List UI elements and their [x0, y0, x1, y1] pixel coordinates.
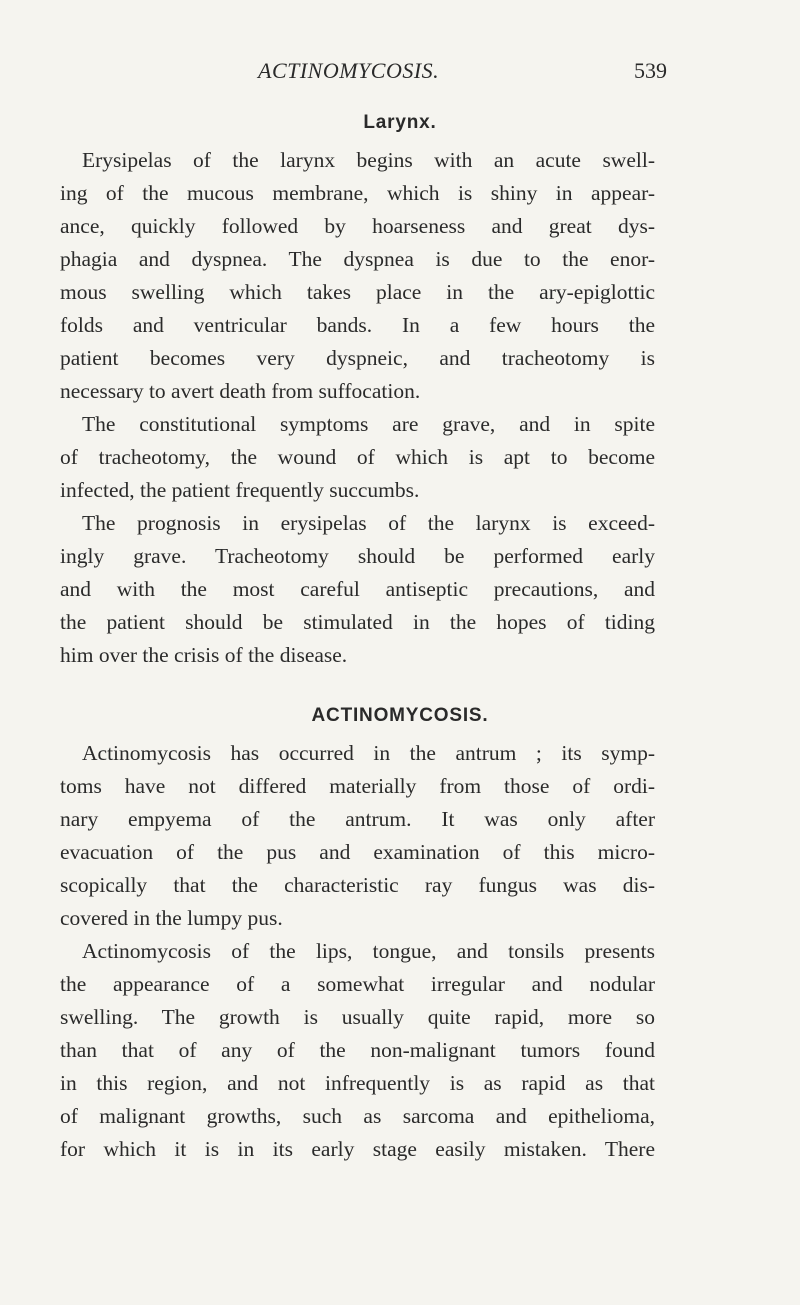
- text-line: The constitutional symptoms are grave, and in spite: [82, 412, 655, 436]
- text-line: folds and ventricular bands. In a few hours the: [60, 313, 655, 337]
- text-line: than that of any of the non-malignant tumors found: [60, 1038, 655, 1062]
- running-head: [0, 58, 800, 88]
- text-line: toms have not differed materially from those of ordi-: [60, 774, 655, 798]
- text-line: patient becomes very dyspneic, and tracheotomy is: [60, 346, 655, 370]
- text-line: Actinomycosis of the lips, tongue, and tonsils presents: [82, 939, 655, 963]
- text-line: evacuation of the pus and examination of this micro-: [60, 840, 655, 864]
- text-line: ingly grave. Tracheotomy should be performed early: [60, 544, 655, 568]
- section-heading-actinomycosis: ACTINOMYCOSIS.: [311, 705, 489, 726]
- text-line: of malignant growths, such as sarcoma and epithelioma,: [60, 1104, 655, 1128]
- running-title: ACTINOMYCOSIS.: [258, 58, 440, 83]
- text-line: and with the most careful antiseptic precautions, and: [60, 577, 655, 601]
- text-line: in this region, and not infrequently is as rapid as that: [60, 1071, 655, 1095]
- text-line: Actinomycosis has occurred in the antrum ; its symp-: [82, 741, 655, 765]
- page-number: 539: [634, 58, 667, 83]
- text-line: necessary to avert death from suffocation.: [60, 379, 421, 403]
- section-heading-larynx: Larynx.: [363, 112, 437, 133]
- text-line: the patient should be stimulated in the hopes of tiding: [60, 610, 655, 634]
- text-line: scopically that the characteristic ray fungus was dis-: [60, 873, 655, 897]
- text-line: nary empyema of the antrum. It was only after: [60, 807, 655, 831]
- text-line: of tracheotomy, the wound of which is apt to become: [60, 445, 655, 469]
- text-line: for which it is in its early stage easily mistaken. There: [60, 1137, 655, 1161]
- text-line: the appearance of a somewhat irregular and nodular: [60, 972, 655, 996]
- text-line: mous swelling which takes place in the ary-epiglottic: [60, 280, 655, 304]
- text-line: him over the crisis of the disease.: [60, 643, 348, 667]
- text-line: The prognosis in erysipelas of the larynx is exceed-: [82, 511, 655, 535]
- text-line: phagia and dyspnea. The dyspnea is due to the enor-: [60, 247, 655, 271]
- text-line: ing of the mucous membrane, which is shiny in appear-: [60, 181, 655, 205]
- text-line: ance, quickly followed by hoarseness and great dys-: [60, 214, 655, 238]
- text-line: swelling. The growth is usually quite rapid, more so: [60, 1005, 655, 1029]
- text-line: infected, the patient frequently succumbs.: [60, 478, 420, 502]
- text-line: covered in the lumpy pus.: [60, 906, 283, 930]
- text-line: Erysipelas of the larynx begins with an acute swell-: [82, 148, 655, 172]
